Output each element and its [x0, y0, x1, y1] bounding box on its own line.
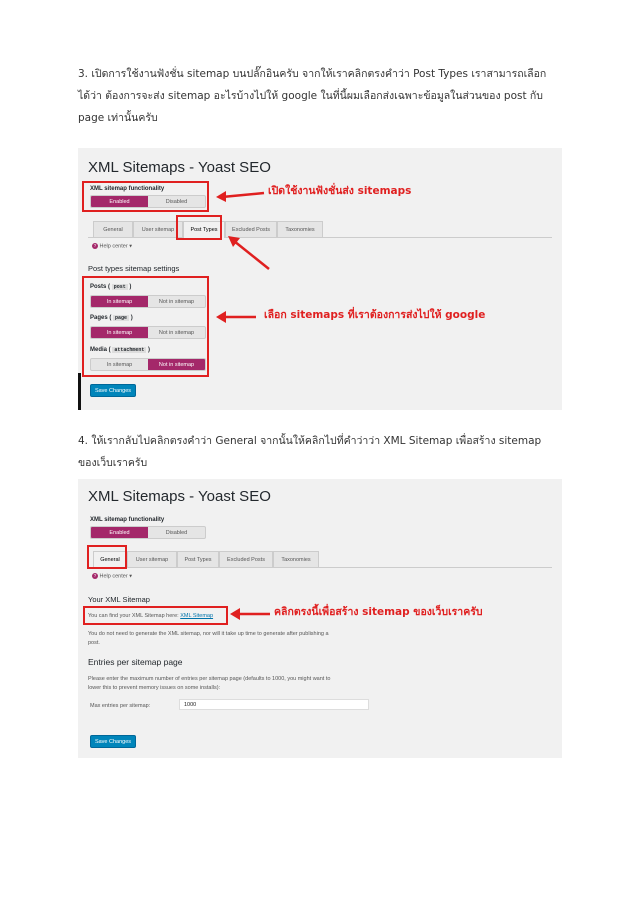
tab-bar	[88, 221, 552, 238]
section-title: Post types sitemap settings	[88, 264, 180, 273]
enabled-option[interactable]: Enabled	[91, 527, 148, 538]
screenshot-edge	[78, 373, 81, 410]
annotation-create-sitemap: คลิกตรงนี้เพื่อสร้าง sitemap ของเว็บเราครับ	[274, 606, 483, 618]
help-center[interactable]	[92, 573, 132, 579]
pages-not-in-sitemap[interactable]: Not in sitemap	[158, 329, 195, 336]
posts-in-sitemap[interactable]: In sitemap	[91, 296, 148, 307]
tab-excluded-posts[interactable]: Excluded Posts	[219, 551, 273, 567]
page-title: XML Sitemaps - Yoast SEO	[88, 488, 271, 505]
help-center-label: Help center	[99, 573, 128, 580]
pages-in-sitemap[interactable]: In sitemap	[91, 327, 148, 338]
help-icon: ?	[93, 243, 97, 248]
max-entries-input[interactable]: 1000	[179, 699, 369, 710]
step4-paragraph	[78, 430, 568, 474]
highlight-general-tab	[87, 545, 127, 569]
max-entries-label: Max entries per sitemap:	[90, 703, 151, 709]
highlight-post-types-settings	[82, 276, 209, 377]
arrow-left-icon	[214, 310, 258, 324]
entries-description: Please enter the maximum number of entries per sitemap page (defaults to 1000, you might want to lower this to prevent memory issues on some installs):	[88, 676, 331, 691]
save-changes-button[interactable]: Save Changes	[90, 735, 136, 748]
xml-sitemap-link[interactable]: XML Sitemap	[180, 613, 214, 619]
disabled-option[interactable]: Disabled	[165, 198, 188, 205]
save-changes-button[interactable]: Save Changes	[90, 384, 136, 397]
arrow-left-icon	[214, 186, 266, 202]
page-title: XML Sitemaps - Yoast SEO	[88, 159, 271, 176]
step4-line1: 4. ให้เรากลับไปคลิกตรงคำว่า General จากนั้นให้คลิกไปที่คำว่าว่า XML Sitemap เพื่อสร้าง sitemap	[78, 435, 542, 447]
tab-taxonomies[interactable]: Taxonomies	[273, 551, 319, 567]
tab-taxonomies[interactable]: Taxonomies	[277, 221, 323, 237]
help-center[interactable]	[92, 243, 132, 249]
media-not-in-sitemap[interactable]: Not in sitemap	[148, 359, 205, 370]
no-need-text: You do not need to generate the XML sitemap, nor will it take up time to generate after publishing a post.	[88, 631, 329, 646]
media-label: Media ( attachment )	[90, 347, 151, 353]
highlight-functionality	[82, 181, 209, 212]
tab-user-sitemap[interactable]: User sitemap	[133, 221, 183, 237]
functionality-label: XML sitemap functionality	[90, 517, 165, 523]
entries-heading: Entries per sitemap page	[88, 657, 183, 667]
pages-label: Pages ( page )	[90, 315, 133, 321]
help-icon: ?	[93, 573, 97, 578]
highlight-post-types-tab	[176, 215, 222, 240]
enabled-option[interactable]: Enabled	[91, 196, 148, 207]
arrow-up-left-icon	[224, 232, 272, 272]
tab-excluded-posts[interactable]: Excluded Posts	[225, 221, 277, 237]
step3-line3: page เท่านั้นครับ	[78, 112, 158, 124]
step4-line2: ของเว็บเราครับ	[78, 457, 148, 469]
functionality-label: XML sitemap functionality	[90, 186, 165, 192]
tab-post-types[interactable]: Post Types	[183, 221, 225, 238]
caret-down-icon: ▾	[129, 243, 132, 250]
tab-bar	[88, 551, 552, 568]
screenshot-general	[78, 479, 562, 758]
posts-not-in-sitemap[interactable]: Not in sitemap	[158, 298, 195, 305]
caret-down-icon: ▾	[129, 573, 132, 580]
media-in-sitemap[interactable]: In sitemap	[106, 361, 133, 368]
step3-paragraph	[78, 63, 568, 129]
tab-user-sitemap[interactable]: User sitemap	[127, 551, 177, 567]
tab-post-types[interactable]: Post Types	[177, 551, 219, 567]
annotation-enable: เปิดใช้งานฟังชั่นส่ง sitemaps	[268, 185, 412, 197]
arrow-left-icon	[228, 607, 272, 621]
tab-general[interactable]: General	[93, 551, 127, 568]
step3-line1: 3. เปิดการใช้งานฟังชั่น sitemap บนปลั๊กอินครับ จากให้เราคลิกตรงคำว่า Post Types เราสามารถเลือก	[78, 68, 547, 80]
posts-label: Posts ( post )	[90, 284, 132, 290]
highlight-sitemap-link	[83, 606, 228, 625]
step3-line2: ได้ว่า ต้องการจะส่ง sitemap อะไรบ้างไปให้ google ในที่นี้ผมเลือกส่งเฉพาะข้อมูลในส่วนของ post กับ	[78, 90, 543, 102]
annotation-select: เลือก sitemaps ที่เราต้องการส่งไปให้ google	[264, 309, 486, 321]
find-sitemap-text: You can find your XML Sitemap here: XML Sitemap	[88, 613, 214, 619]
help-center-label: Help center	[99, 243, 128, 250]
screenshot-post-types	[78, 148, 562, 410]
functionality-toggle[interactable]	[90, 526, 206, 539]
disabled-option[interactable]: Disabled	[165, 529, 188, 536]
your-sitemap-heading: Your XML Sitemap	[88, 595, 150, 604]
tab-general[interactable]: General	[93, 221, 133, 237]
